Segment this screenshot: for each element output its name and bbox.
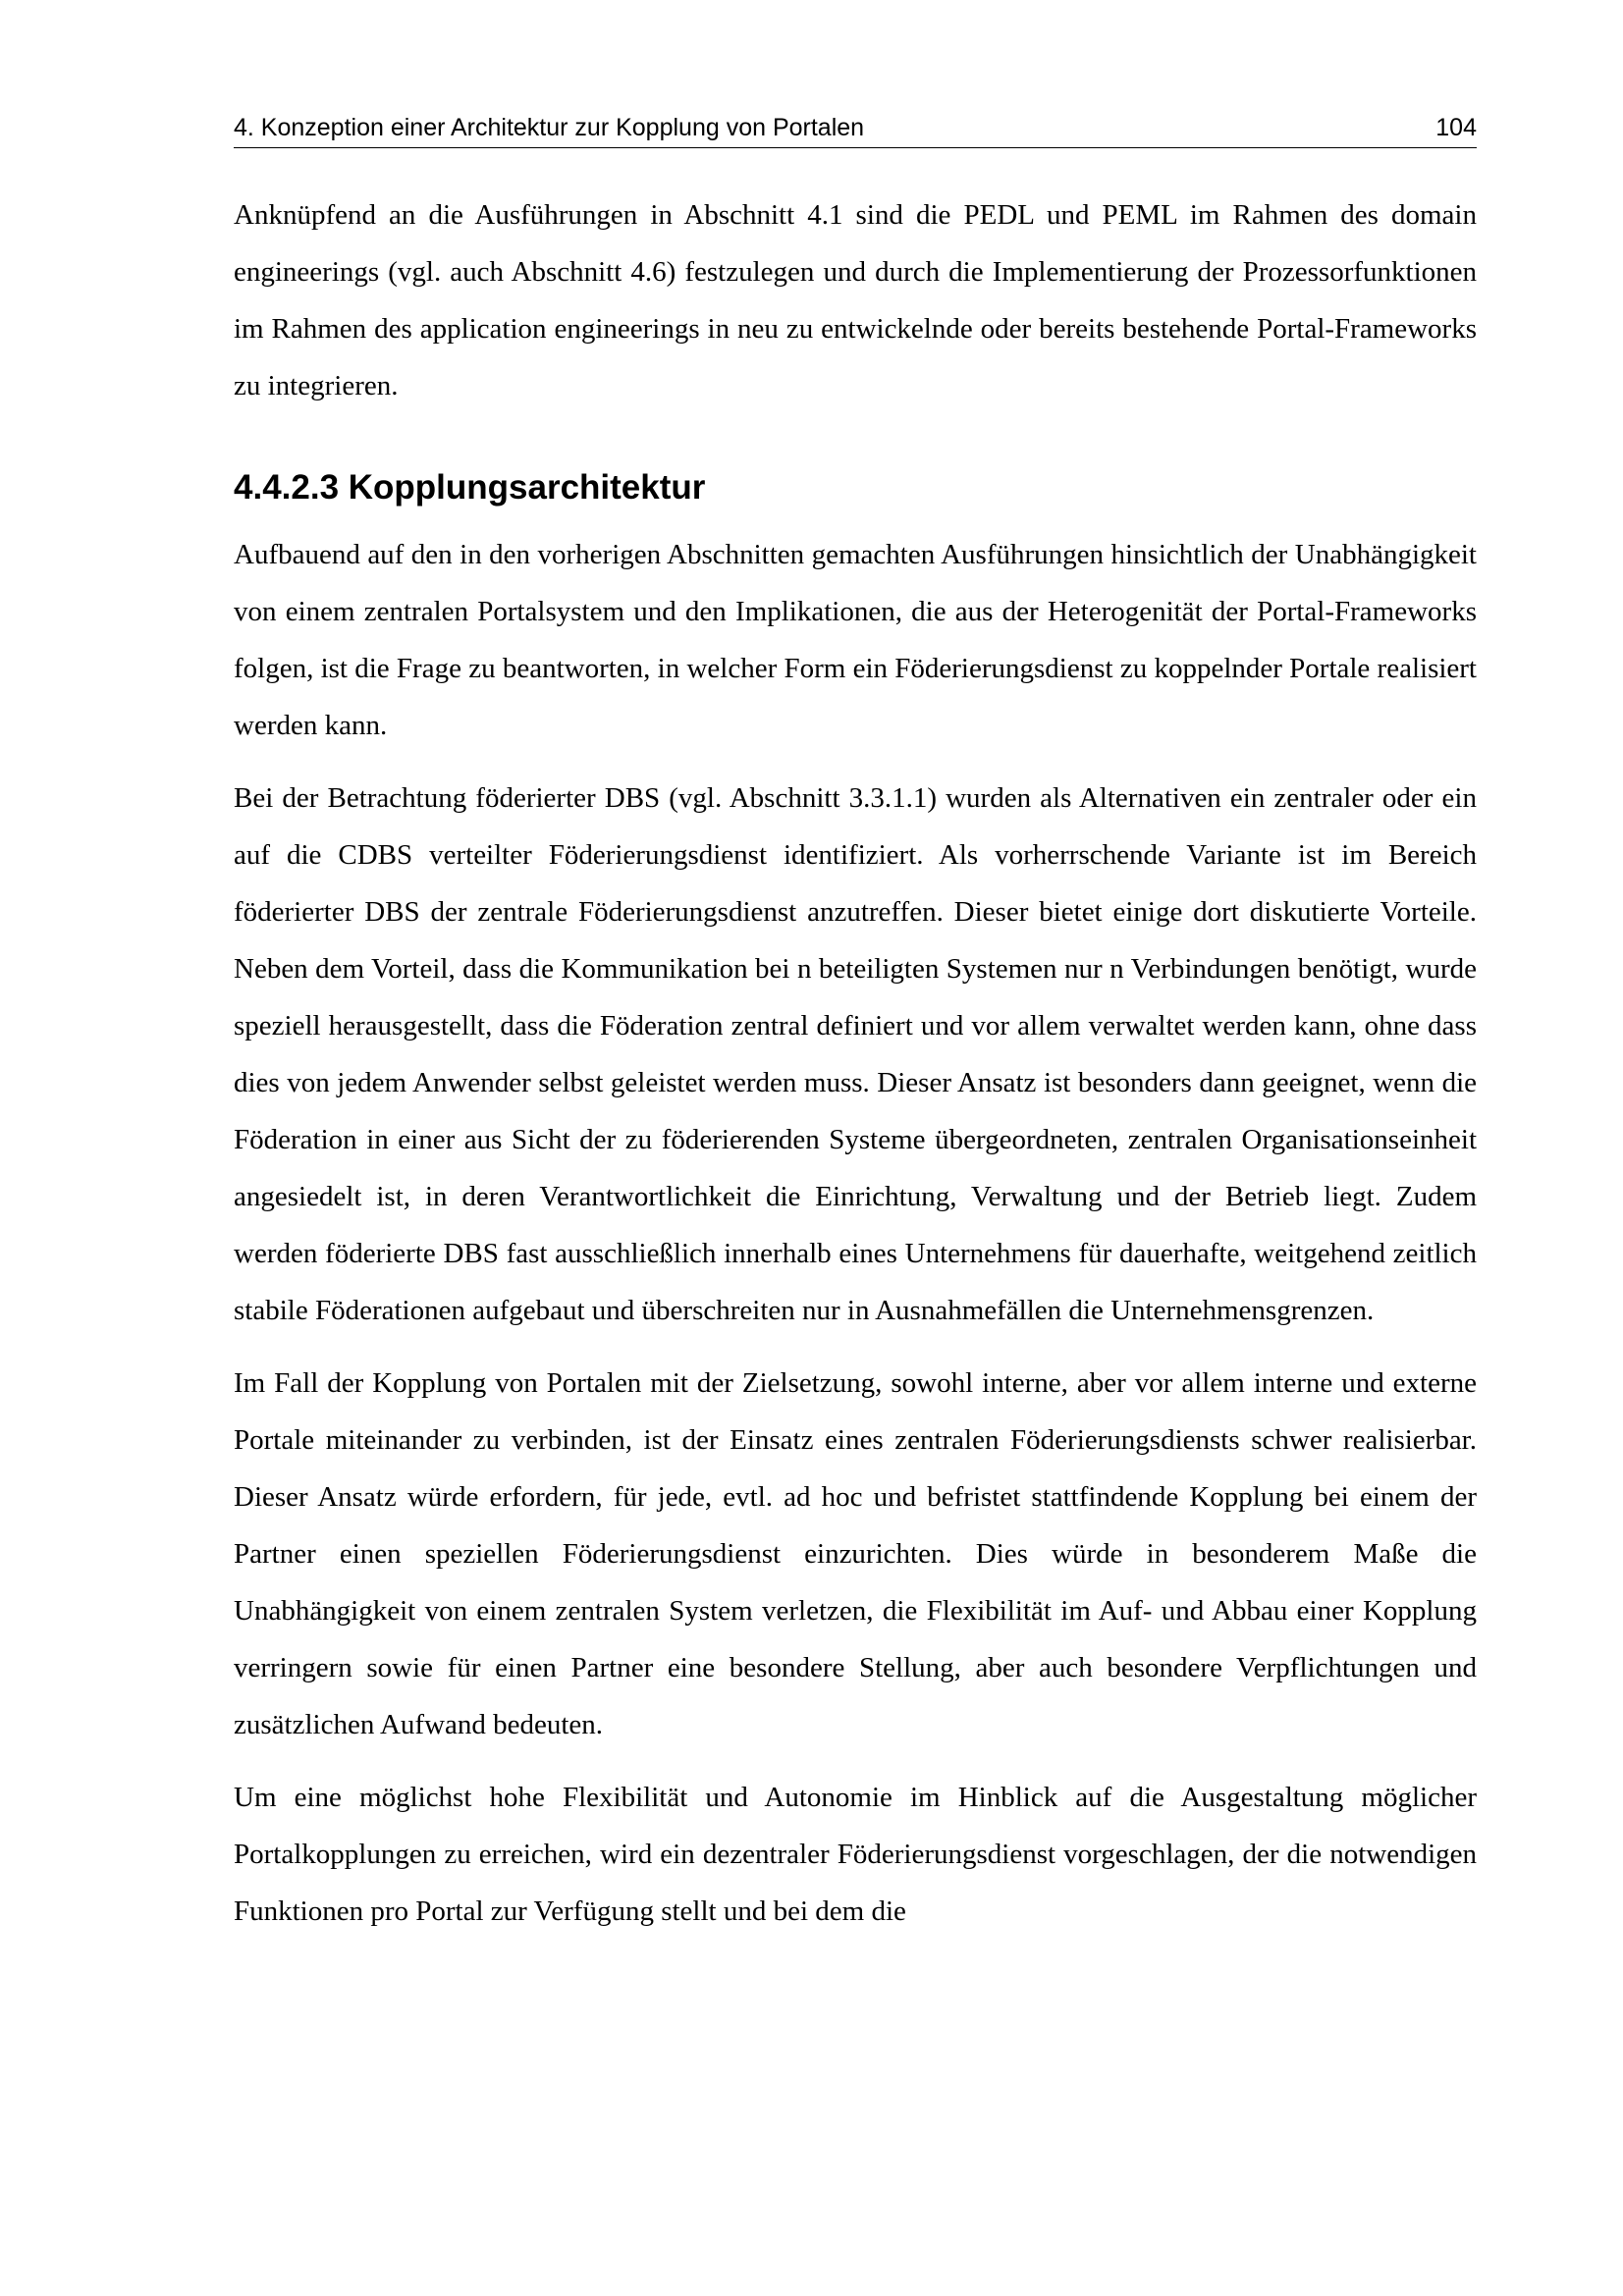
header-page-number: 104 — [1435, 114, 1477, 141]
body-text — [234, 187, 1477, 1955]
paragraph-1: Aufbauend auf den in den vorherigen Abschnitten gemachten Ausführungen hinsichtlich der Unabhängigkeit von einem zentralen Portalsystem und den Implikationen, die aus der Heterogenität der Portal-Frameworks folgen, ist die Frage zu beantworten, in welcher Form ein Föderierungsdienst zu koppelnder Portale realisiert werden kann. — [234, 539, 1477, 741]
paragraph-3: Im Fall der Kopplung von Portalen mit der Zielsetzung, sowohl interne, aber vor allem interne und externe Portale miteinander zu verbinden, ist der Einsatz eines zentralen Föderierungsdiensts schwer realisierbar. Dieser Ansatz würde erfordern, für jede, evtl. ad hoc und befristet stattfindende Kopplung bei einem der Partner einen speziellen Föderierungsdienst einzurichten. Dies würde in besonderem Maße die Unabhängigkeit von einem zentralen System verletzen, die Flexibilität im Auf- und Abbau einer Kopplung verringern sowie für einen Partner eine besondere Stellung, aber auch besondere Verpflichtungen und zusätzlichen Aufwand bedeuten. — [234, 1367, 1477, 1740]
running-header — [234, 110, 1477, 148]
paragraph-2: Bei der Betrachtung föderierter DBS (vgl. Abschnitt 3.3.1.1) wurden als Alternativen ein zentraler oder ein auf die CDBS verteilter Föderierungsdienst identifiziert. Als vorherrschende Variante ist im Bereich föderierter DBS der zentrale Föderierungsdienst anzutreffen. Dieser bietet einige dort diskutierte Vorteile. Neben dem Vorteil, dass die Kommunikation bei n beteiligten Systemen nur n Verbindungen benötigt, wurde speziell herausgestellt, dass die Föderation zentral definiert und vor allem verwaltet werden kann, ohne dass dies von jedem Anwender selbst geleistet werden muss. Dieser Ansatz ist besonders dann geeignet, wenn die Föderation in einer aus Sicht der zu föderierenden Systeme übergeordneten, zentralen Organisationseinheit angesiedelt ist, in deren Verantwortlichkeit die Einrichtung, Verwaltung und der Betrieb liegt. Zudem werden föderierte DBS fast ausschließlich innerhalb eines Unternehmens für dauerhafte, weitgehend zeitlich stabile Föderationen aufgebaut und überschreiten nur in Ausnahmefällen die Unternehmensgrenzen. — [234, 782, 1477, 1326]
paragraph-4: Um eine möglichst hohe Flexibilität und Autonomie im Hinblick auf die Ausgestaltung möglicher Portalkopplungen zu erreichen, wird ein dezentraler Föderierungsdienst vorgeschlagen, der die notwendigen Funktionen pro Portal zur Verfügung stellt und bei dem die — [234, 1782, 1477, 1927]
intro-paragraph: Anknüpfend an die Ausführungen in Abschnitt 4.1 sind die PEDL und PEML im Rahmen des domain engineerings (vgl. auch Abschnitt 4.6) festzulegen und durch die Implementierung der Prozessorfunktionen im Rahmen des application engineerings in neu zu entwickelnde oder bereits bestehende Portal-Frameworks zu integrieren. — [234, 199, 1477, 401]
document-page — [234, 0, 1477, 2296]
header-chapter-title: 4. Konzeption einer Architektur zur Kopplung von Portalen — [234, 114, 865, 141]
section-heading: 4.4.2.3 Kopplungsarchitektur — [234, 468, 706, 507]
